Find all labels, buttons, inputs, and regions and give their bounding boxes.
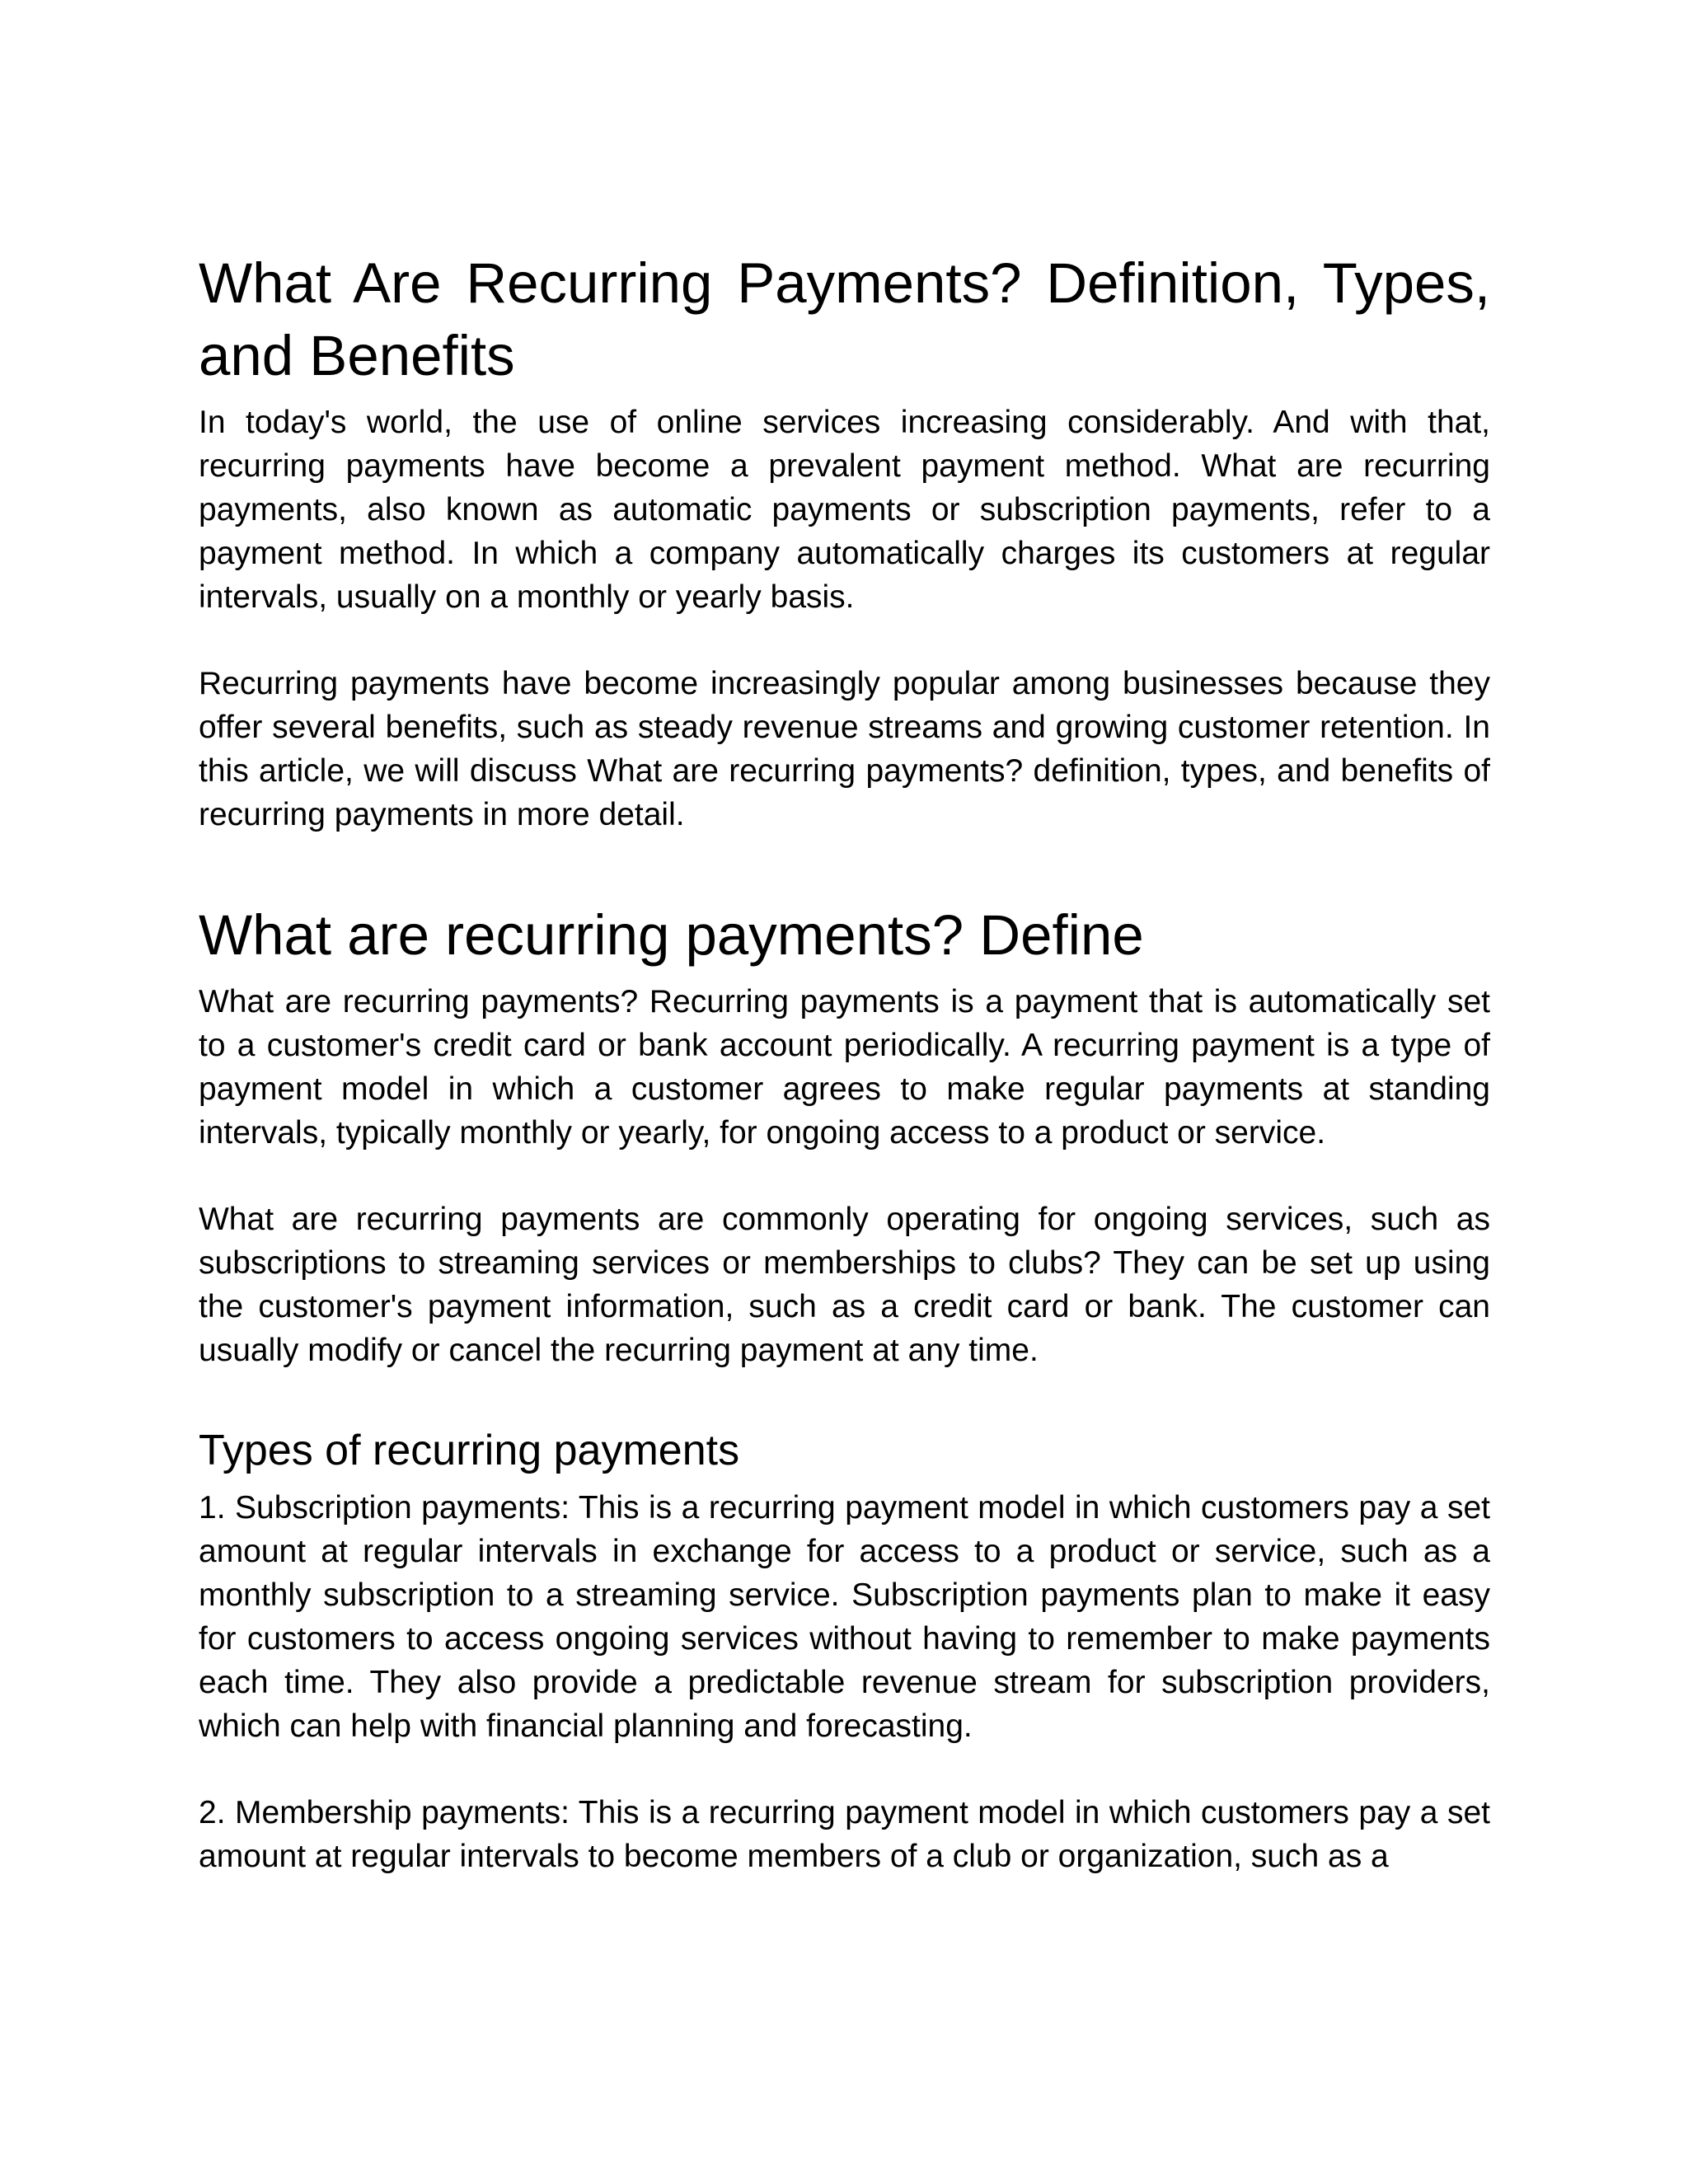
types-item-membership: 2. Membership payments: This is a recurring payment model in which customers pay a set amount at regular intervals to become members of a club or organization, such as a [199, 1795, 1490, 1874]
intro-paragraph-1: In today's world, the use of online services increasing considerably. And with that, recurring payments have become a prevalent payment method. What are recurring payments, also known as automatic payments or subscription payments, refer to a payment method. In which a company automatically charges its customers at regular intervals, usually on a monthly or yearly basis. [199, 405, 1490, 615]
define-paragraph-1: What are recurring payments? Recurring payments is a payment that is automatically set to a customer's credit card or bank account periodically. A recurring payment is a type of payment model in which a customer agrees to make regular payments at standing intervals, typically monthly or yearly, for ongoing access to a product or service. [199, 984, 1490, 1151]
section-heading-define: What are recurring payments? Define [199, 903, 1144, 967]
document-title: What Are Recurring Payments? Definition, Types, and Benefits [199, 251, 1490, 387]
intro-paragraph-2: Recurring payments have become increasingly popular among businesses because they offer several benefits, such as steady revenue streams and growing customer retention. In this article, we will discuss What are recurring payments? definition, types, and benefits of recurring payments in more detail. [199, 666, 1490, 832]
define-paragraph-2: What are recurring payments are commonly operating for ongoing services, such as subscriptions to streaming services or memberships to clubs? They can be set up using the customer's payment information, such as a credit card or bank. The customer can usually modify or cancel the recurring payment at any time. [199, 1202, 1490, 1368]
document-page [199, 247, 1490, 1878]
types-item-subscription: 1. Subscription payments: This is a recurring payment model in which customers pay a set amount at regular intervals in exchange for access to a product or service, such as a monthly subscription to a streaming service. Subscription payments plan to make it easy for customers to access ongoing services without having to remember to make payments each time. They also provide a predictable revenue stream for subscription providers, which can help with financial planning and forecasting. [199, 1490, 1490, 1744]
section-heading-types: Types of recurring payments [199, 1427, 740, 1474]
